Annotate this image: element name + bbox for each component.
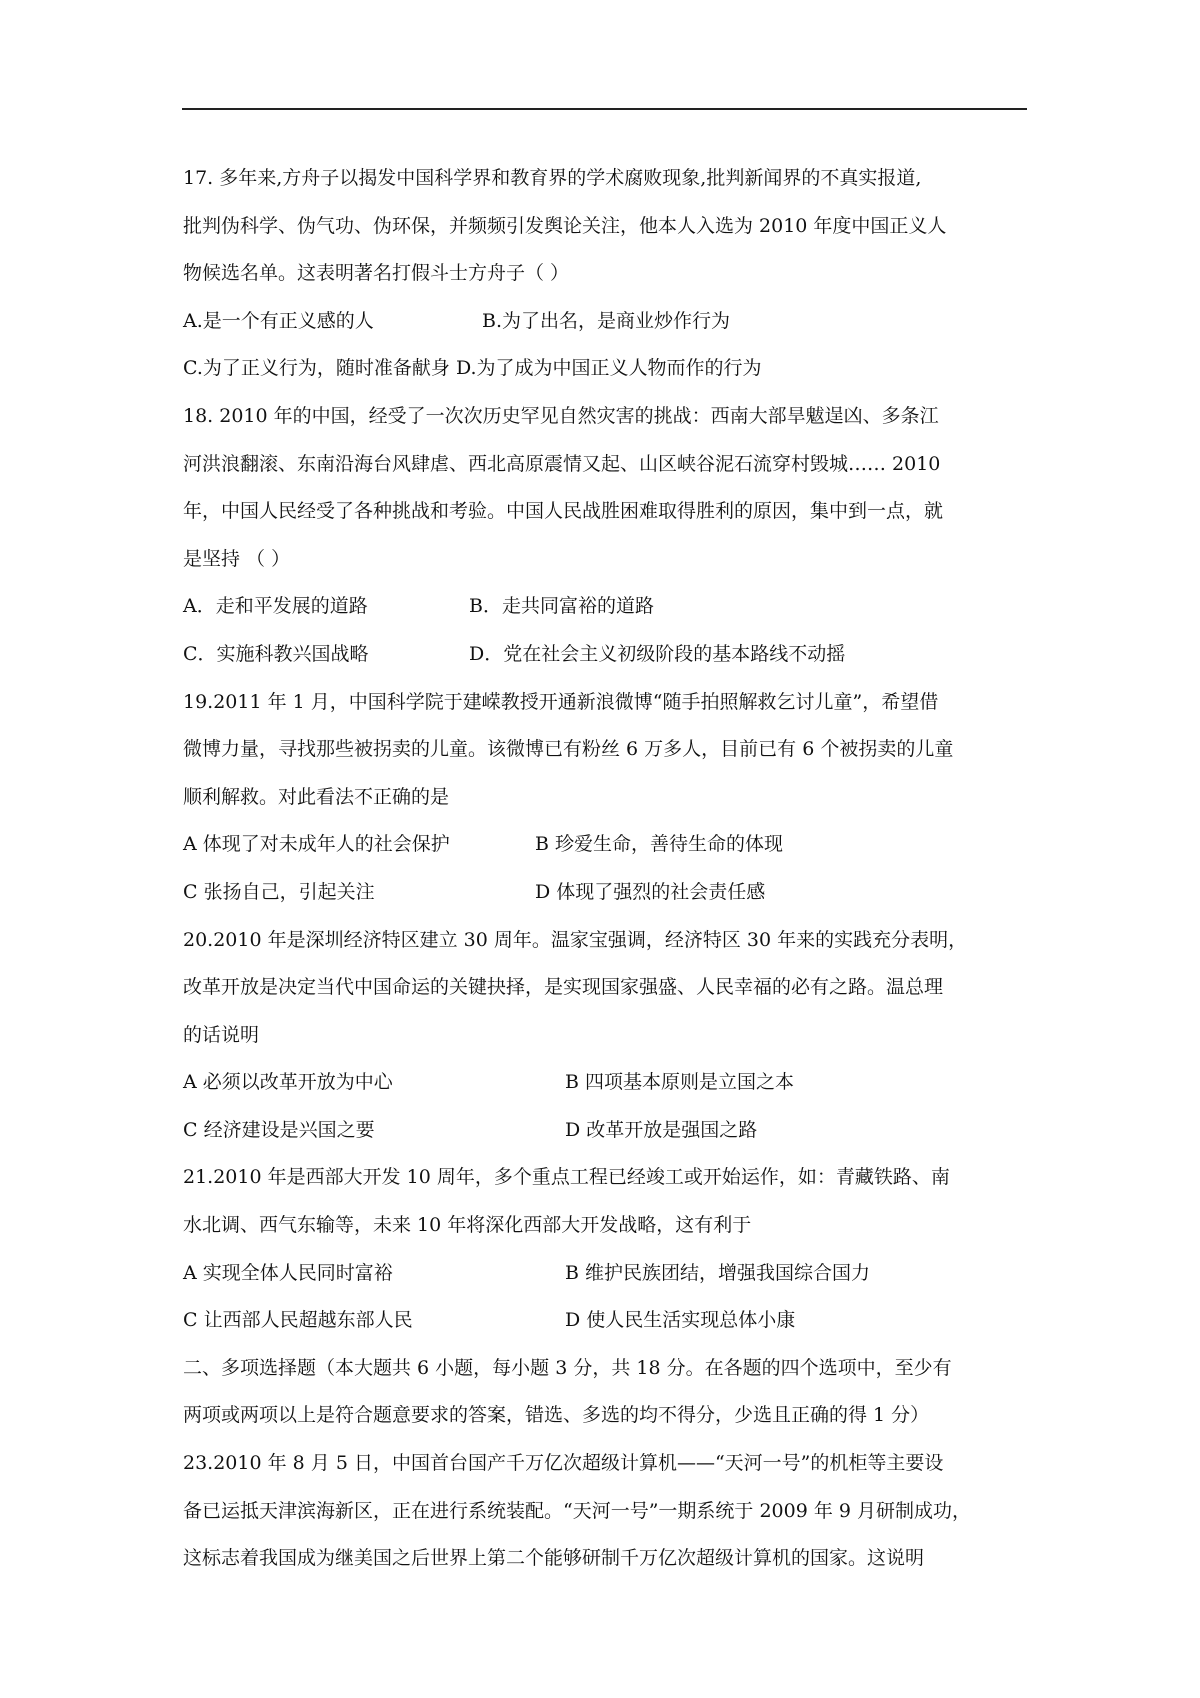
q21-option-a: A 实现全体人民同时富裕: [183, 1261, 393, 1284]
q19-option-c: C 张扬自己，引起关注: [183, 880, 375, 903]
q21-stem-line-2: 水北调、西气东输等，未来 10 年将深化西部大开发战略，这有利于: [183, 1214, 752, 1237]
q20-stem-line-3: 的话说明: [183, 1023, 260, 1046]
q19-stem-line-3: 顺利解救。对此看法不正确的是: [183, 785, 450, 808]
q19-stem-line-2: 微博力量，寻找那些被拐卖的儿童。该微博已有粉丝 6 万多人，目前已有 6 个被拐卖的儿童: [183, 738, 954, 761]
q17-option-b: B.为了出名，是商业炒作行为: [482, 309, 731, 332]
q17-option-cd: C.为了正义行为，随时准备献身 D.为了成为中国正义人物而作的行为: [183, 357, 762, 380]
q21-option-b: B 维护民族团结，增强我国综合国力: [565, 1261, 871, 1284]
q19-option-a: A 体现了对未成年人的社会保护: [183, 833, 450, 856]
q17-stem-line-2: 批判伪科学、伪气功、伪环保，并频频引发舆论关注，他本人入选为 2010 年度中国正义人: [183, 214, 947, 237]
q21-option-d: D 使人民生活实现总体小康: [565, 1309, 796, 1332]
q18-stem-line-2: 河洪浪翻滚、东南沿海台风肆虐、西北高原震情又起、山区峡谷泥石流穿村毁城…… 2010: [183, 452, 941, 475]
q18-options-row-1: [183, 583, 1028, 631]
q21-option-c: C 让西部人民超越东部人民: [183, 1309, 413, 1332]
q21-stem-line-1: 21.2010 年是西部大开发 10 周年，多个重点工程已经竣工或开始运作，如：青藏铁路、南: [183, 1166, 950, 1189]
exam-page-content: [183, 155, 1028, 1583]
q20-options-row-2: [183, 1107, 1028, 1155]
section2-heading-line-2: 两项或两项以上是符合题意要求的答案，错选、多选的均不得分，少选且正确的得 1 分）: [183, 1404, 930, 1427]
q18-option-c: C．实施科教兴国战略: [183, 642, 369, 665]
q20-option-a: A 必须以改革开放为中心: [183, 1071, 393, 1094]
q20-option-b: B 四项基本原则是立国之本: [565, 1071, 795, 1094]
q18-option-b: B．走共同富裕的道路: [469, 595, 654, 618]
q21-options-row-2: [183, 1297, 1028, 1345]
header-rule: [182, 108, 1027, 110]
q20-options-row-1: [183, 1059, 1028, 1107]
q18-options-row-2: [183, 631, 1028, 679]
q19-options-row-2: [183, 869, 1028, 917]
q19-stem-line-1: 19.2011 年 1 月，中国科学院于建嵘教授开通新浪微博“随手拍照解救乞讨儿童”，希望借: [183, 690, 939, 713]
q23-stem-line-2: 备已运抵天津滨海新区，正在进行系统装配。“天河一号”一期系统于 2009 年 9 月研制成功，: [183, 1499, 972, 1522]
q18-option-a: A．走和平发展的道路: [183, 595, 368, 618]
q18-stem-line-4: 是坚持 （ ）: [183, 547, 291, 570]
q23-stem-line-1: 23.2010 年 8 月 5 日，中国首台国产千万亿次超级计算机——“天河一号”的机柜等主要设: [183, 1452, 944, 1475]
q20-option-d: D 改革开放是强国之路: [565, 1118, 758, 1141]
q17-stem-line-1: 17. 多年来,方舟子以揭发中国科学界和教育界的学术腐败现象,批判新闻界的不真实报道,: [183, 167, 922, 189]
q20-stem-line-1: 20.2010 年是深圳经济特区建立 30 周年。温家宝强调，经济特区 30 年来的实践充分表明，: [183, 928, 968, 951]
q19-options-row-1: [183, 821, 1028, 869]
q19-option-b: B 珍爱生命，善待生命的体现: [535, 833, 784, 856]
q18-stem-line-3: 年，中国人民经受了各种挑战和考验。中国人民战胜困难取得胜利的原因，集中到一点，就: [183, 500, 944, 523]
q18-stem-line-1: 18. 2010 年的中国，经受了一次次历史罕见自然灾害的挑战：西南大部旱魃逞凶、多条江: [183, 404, 939, 427]
section2-heading-line-1: 二、多项选择题（本大题共 6 小题，每小题 3 分，共 18 分。在各题的四个选项中，至少有: [183, 1356, 952, 1379]
q23-stem-line-3: 这标志着我国成为继美国之后世界上第二个能够研制千万亿次超级计算机的国家。这说明: [183, 1547, 925, 1570]
q20-option-c: C 经济建设是兴国之要: [183, 1118, 375, 1141]
q19-option-d: D 体现了强烈的社会责任感: [535, 880, 766, 903]
q17-option-a: A.是一个有正义感的人: [183, 309, 374, 332]
q18-option-d: D．党在社会主义初级阶段的基本路线不动摇: [469, 642, 846, 665]
q20-stem-line-2: 改革开放是决定当代中国命运的关键抉择，是实现国家强盛、人民幸福的必有之路。温总理: [183, 976, 944, 999]
q21-options-row-1: [183, 1250, 1028, 1298]
q17-stem-line-3: 物候选名单。这表明著名打假斗士方舟子（ ）: [183, 262, 570, 285]
q17-options-row-1: [183, 298, 1028, 346]
